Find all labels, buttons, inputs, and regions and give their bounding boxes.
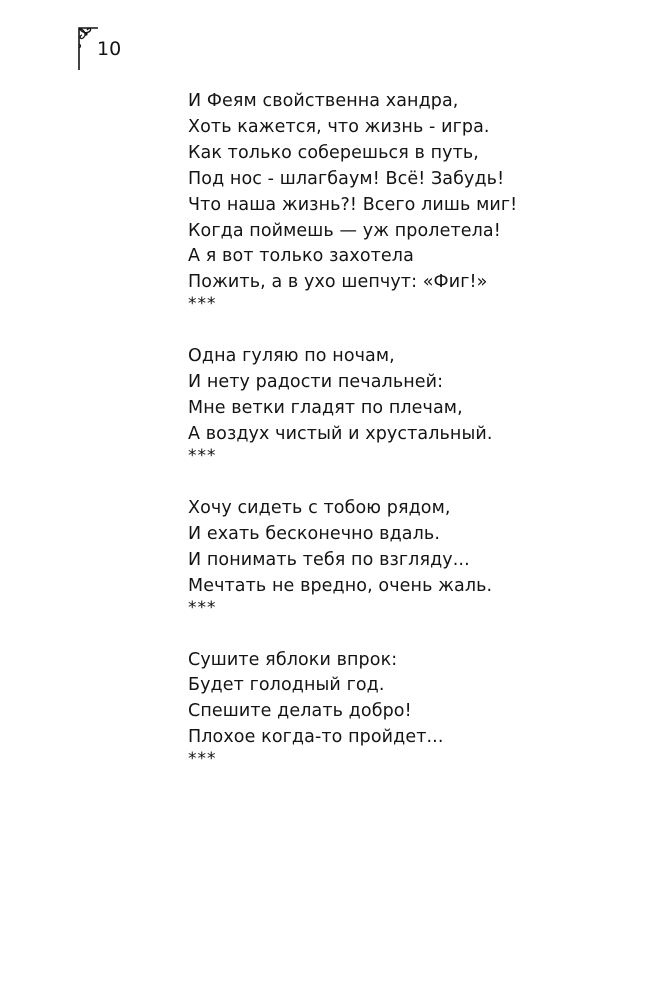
poem-line: Под нос - шлагбаум! Всё! Забудь!: [188, 168, 505, 189]
poem-line: Мне ветки гладят по плечам,: [188, 398, 463, 419]
poem-line: Мечтать не вредно, очень жаль.: [188, 575, 493, 596]
page-header: [76, 24, 196, 74]
page-number: 10: [97, 38, 122, 60]
stanza-separator: ***: [188, 597, 217, 618]
poem-line: Пожить, а в ухо шепчут: «Фиг!»: [188, 272, 488, 293]
stanza-separator: ***: [188, 294, 217, 315]
poem-line: А воздух чистый и хрустальный.: [188, 423, 493, 444]
poem-line: И ехать бесконечно вдаль.: [188, 523, 440, 544]
poem-line: Хоть кажется, что жизнь - игра.: [188, 116, 490, 137]
poem-line: Сушите яблоки впрок:: [188, 649, 398, 670]
poem-line: Одна гуляю по ночам,: [188, 346, 395, 367]
poem-line: И Феям свойственна хандра,: [188, 91, 459, 111]
poem-line: Будет голодный год.: [188, 675, 385, 696]
poem-line: Спешите делать добро!: [188, 701, 412, 722]
poem-line: Как только соберешься в путь,: [188, 142, 479, 163]
stanza-separator: ***: [188, 749, 217, 770]
poem-line: Когда поймешь — уж пролетела!: [188, 220, 501, 241]
poem-body: [188, 89, 628, 799]
poem-line: Что наша жизнь?! Всего лишь миг!: [188, 194, 518, 215]
stanza: [188, 344, 628, 466]
stanza-separator: ***: [188, 445, 217, 466]
poem-line: Хочу сидеть с тобою рядом,: [188, 497, 451, 518]
stanza: [188, 496, 628, 618]
poem-line: А я вот только захотела: [188, 246, 414, 267]
poem-line: И нету радости печальней:: [188, 372, 444, 393]
stanza: [188, 648, 628, 770]
poem-line: Плохое когда-то пройдет...: [188, 727, 444, 748]
stanza: [188, 89, 628, 314]
poem-line: И понимать тебя по взгляду...: [188, 549, 470, 570]
